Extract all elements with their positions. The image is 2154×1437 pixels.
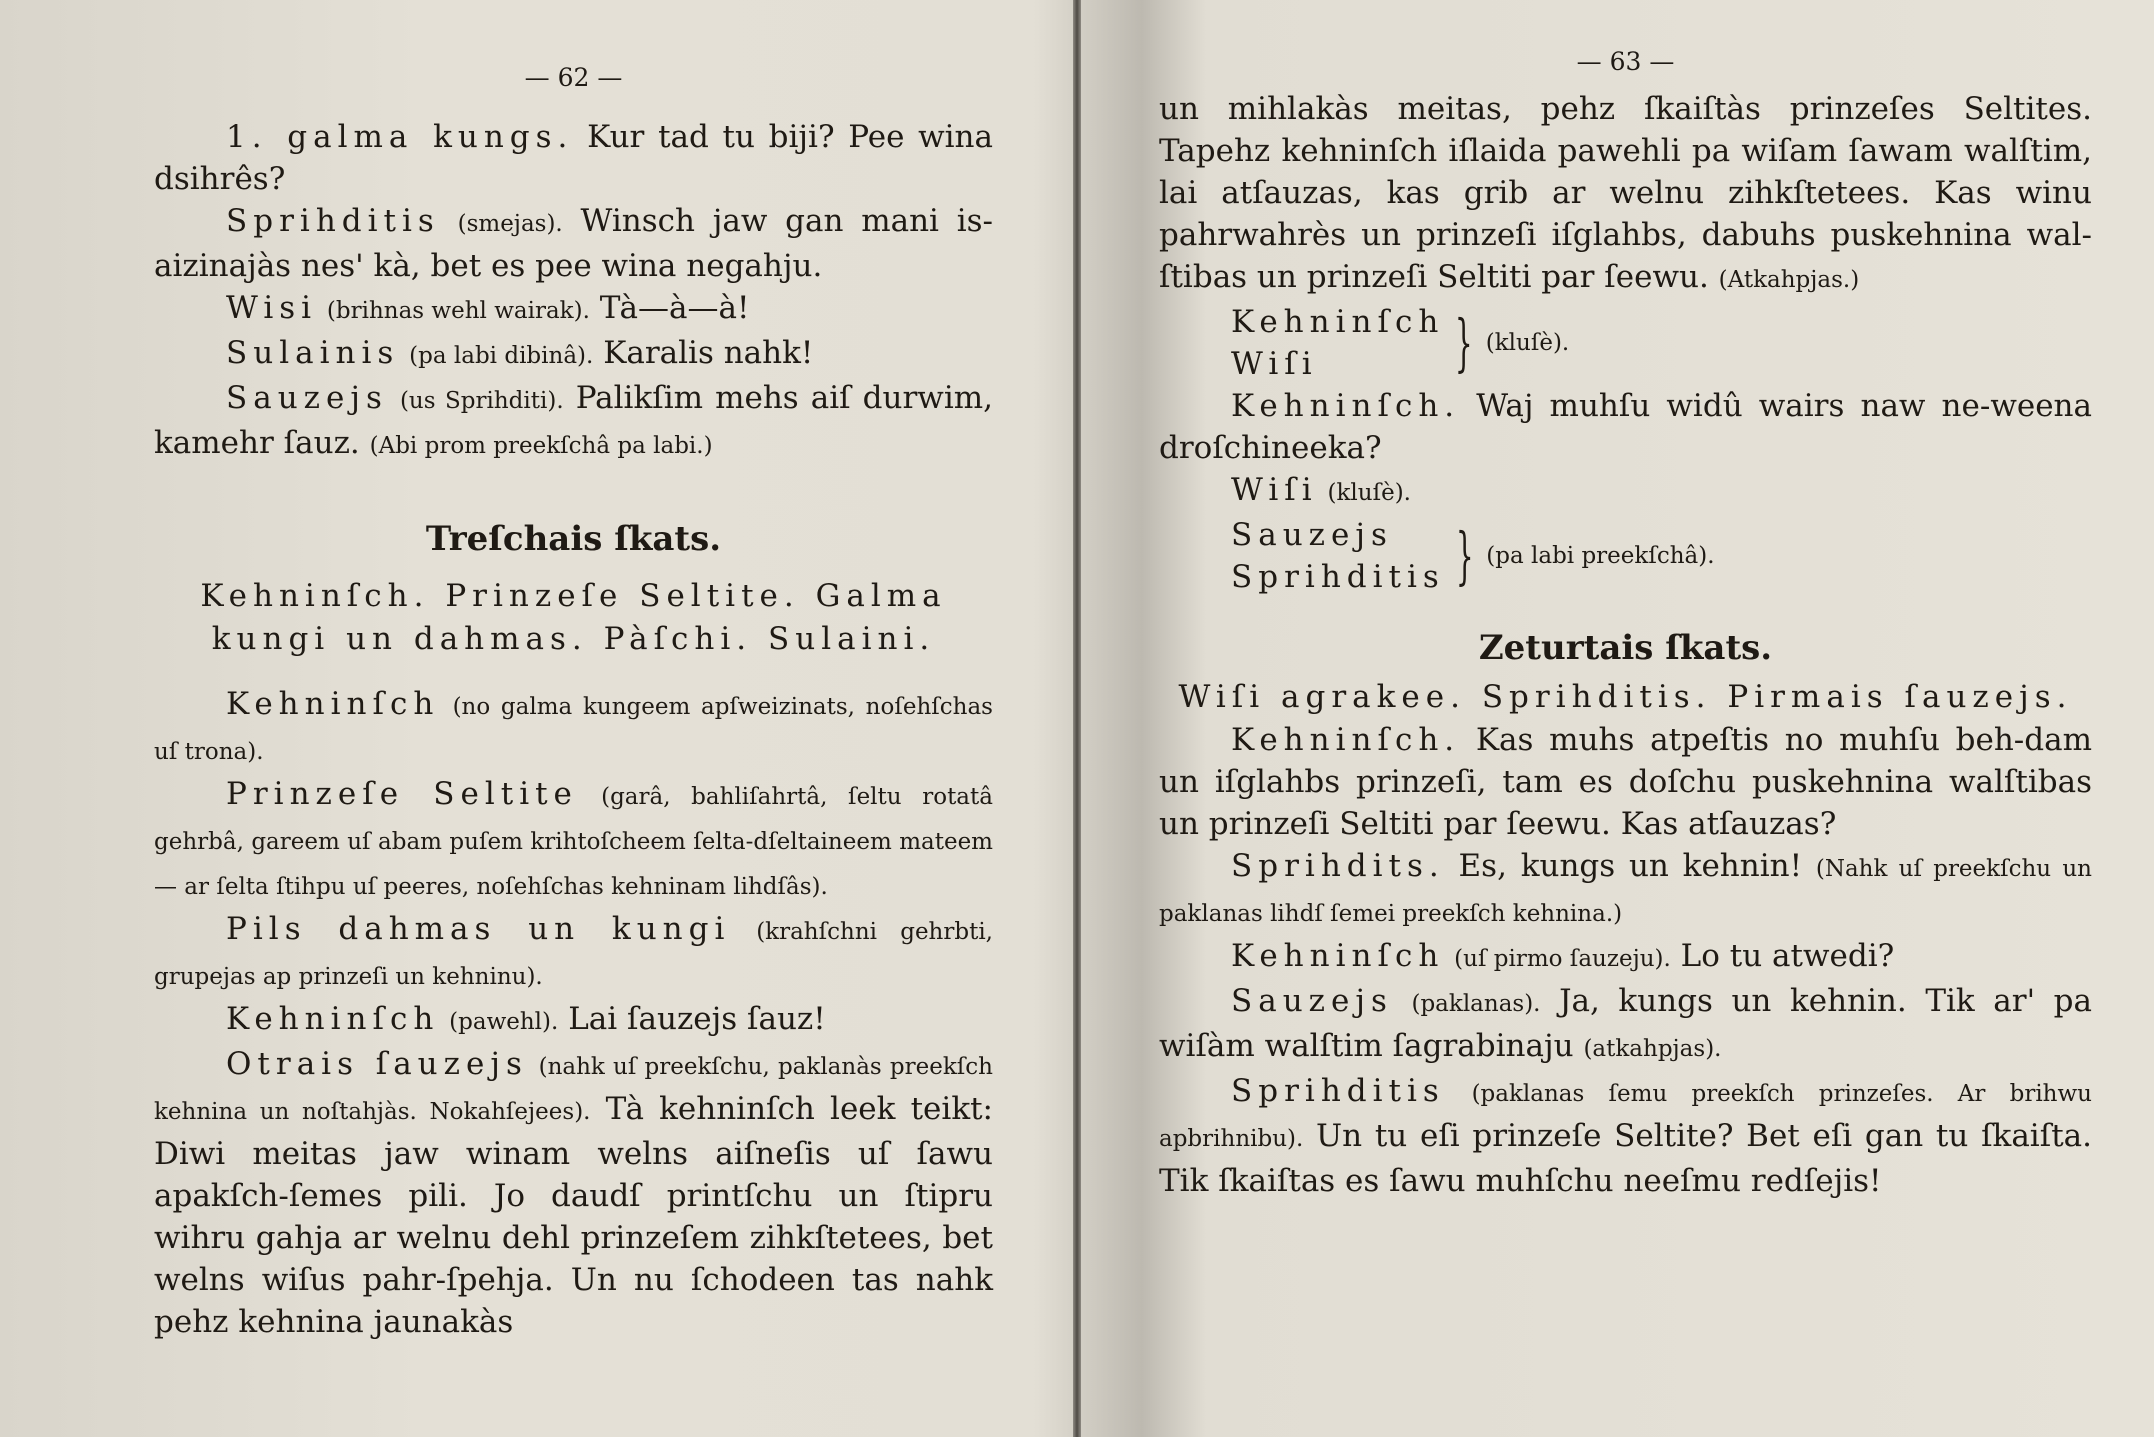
speaker: Kehninſch [1231, 304, 1445, 340]
dialogue-line [1159, 1070, 2092, 1202]
speaker: Sprihditis [226, 203, 440, 239]
speaker: Sulainis [226, 335, 400, 371]
speaker-group [1231, 514, 2092, 598]
speaker: Prinzeſe Seltite [226, 776, 578, 812]
stage-direction: (atkahpjas). [1583, 1036, 1722, 1062]
speaker: Kehninſch. [1231, 388, 1461, 424]
stage-direction: (pawehl). [449, 1009, 559, 1035]
speaker: Wiſi [1231, 346, 1318, 382]
cast-list: Wiſi agrakee. Sprihditis. Pirmais ſauzejs. [1178, 679, 2073, 715]
speaker: Wisi [226, 290, 318, 326]
book-gutter [1073, 0, 1081, 1437]
dialogue-line [154, 1043, 993, 1343]
stage-direction: (uſ pirmo ſauzeju). [1454, 946, 1671, 972]
left-page [0, 0, 1073, 1437]
speaker: Otrais ſauzejs [226, 1046, 528, 1082]
dialogue-line [154, 773, 993, 908]
stage-direction: (brihnas wehl wairak). [326, 298, 590, 324]
spoken-text: Karalis nahk! [603, 335, 814, 371]
spoken-text: Es, kungs un kehnin! [1458, 848, 1803, 884]
spoken-text: Tà kehninſch leek teikt: Diwi meitas jaw winam welns aiſneſis uſ ſawu apakſch-ſemes pili. Jo daudſ printſchu un ſtipru wihru gahja ar welnu dehl prinzeſem zihkſtetees, bet welns wiſus pahr-ſpehja. Un nu ſchodeen tas nahk pehz kehnina jaunakàs [154, 1091, 994, 1340]
stage-direction: (pa labi preekſchâ). [1486, 543, 1715, 569]
speaker: Sauzejs [1231, 517, 1393, 553]
speaker: Sprihditis [1231, 559, 1445, 595]
dialogue-line [154, 332, 993, 377]
stage-direction: (pa labi dibinâ). [409, 343, 594, 369]
stage-direction: (smejas). [457, 211, 563, 237]
stage-direction: (nahk uſ preekſchu, paklanàs preekſch kehnina un noſtahjàs. Nokahſejees). [154, 1054, 993, 1125]
stage-direction: (kluſè). [1485, 330, 1570, 356]
dialogue-line [1159, 980, 2092, 1070]
page-number: — 62 — [524, 63, 623, 92]
stage-direction: (paklanas). [1411, 991, 1541, 1017]
scene-title: Treſchais ſkats. [425, 519, 722, 559]
speaker: Sprihditis [1231, 1073, 1445, 1109]
spoken-text: Winsch jaw gan mani is-aizinajàs nes' kà, bet es pee wina negahju. [154, 203, 994, 284]
dialogue-line [1159, 935, 2092, 980]
speaker: Pils dahmas un kungi [226, 911, 731, 947]
spoken-text: Kur tad tu biji? Pee wina dsihrês? [154, 119, 993, 197]
stage-direction: (us Sprihditi). [399, 388, 564, 414]
stage-direction: (krahſchni gehrbti, grupejas ap prinzeſi un kehninu). [154, 919, 993, 990]
speaker: Kehninſch [226, 1001, 440, 1037]
dialogue-line [1159, 719, 2092, 845]
stage-direction: (no galma kungeem apſweizinats, noſehſchas uſ trona). [154, 694, 993, 765]
dialogue-line [1159, 385, 2092, 469]
dialogue-line [154, 287, 993, 332]
stage-direction: (Abi prom preekſchâ pa labi.) [369, 433, 713, 459]
stage-direction: (kluſè). [1327, 480, 1411, 506]
spoken-text: Un tu eſi prinzeſe Seltite? Bet eſi gan tu ſkaiſta. Tik ſkaiſtas es ſawu muhſchu neeſmu redſejis! [1159, 1118, 2092, 1199]
stage-direction: (garâ, bahliſahrtâ, ſeltu rotatâ gehrbâ, gareem uſ abam puſem krihtoſcheem ſelta-dſeltaineem mateem — ar ſelta ſtihpu uſ peeres, noſehſchas kehninam lihdſâs). [154, 784, 993, 900]
stage-direction: (paklanas ſemu preekſch prinzeſes. Ar brihwu apbrihnibu). [1159, 1081, 2092, 1152]
stage-direction: (Atkahpjas.) [1718, 267, 1860, 293]
spoken-text: un mihlakàs meitas, pehz ſkaiſtàs prinzeſes Seltites. Tapehz kehninſch iſlaida pawehli pa wiſam ſawam walſtim, lai atſauzas, kas grib ar welnu zihkſtetees. Kas winu pahrwahrès un prinzeſi iſglahbs, dabuhs puskehnina wal-ſtibas un prinzeſi Seltiti par ſeewu. [1159, 91, 2092, 295]
spoken-text: Ja, kungs un kehnin. Tik ar' pa wiſàm walſtim ſagrabinaju [1159, 983, 2092, 1064]
dialogue-line [154, 908, 993, 998]
dialogue-line [1159, 469, 2092, 514]
speaker: Kehninſch. [1231, 722, 1461, 758]
page-number: — 63 — [1576, 47, 1675, 76]
spoken-text: Lo tu atwedi? [1680, 938, 1895, 974]
scene-title: Zeturtais ſkats. [1478, 628, 1773, 668]
cast-list: Kehninſch. Prinzeſe Seltite. Galma kungi un dahmas. Pàſchi. Sulaini. [200, 578, 947, 657]
speaker: Kehninſch [226, 686, 440, 722]
dialogue-line [154, 377, 993, 467]
speaker-group [1231, 301, 2092, 385]
spoken-text: Lai ſauzejs ſauz! [568, 1001, 826, 1037]
dialogue-continuation [1159, 88, 2092, 301]
speaker: Sauzejs [226, 380, 388, 416]
dialogue-line [154, 116, 993, 200]
speaker: Sauzejs [1231, 983, 1393, 1019]
dialogue-line [154, 683, 993, 773]
spoken-text: Kas muhs atpeſtis no muhſu beh-dam un iſglahbs prinzeſi, tam es doſchu puskehnina walſtibas un prinzeſi Seltiti par ſeewu. Kas atſauzas? [1159, 722, 2093, 842]
spoken-text: Tà—à—à! [599, 290, 750, 326]
brace-icon: } [1455, 306, 1473, 379]
dialogue-line [1159, 845, 2092, 935]
speaker: Wiſi [1231, 472, 1318, 508]
stage-direction: (Nahk uſ preekſchu un paklanas lihdſ ſemei preekſch kehnina.) [1159, 856, 2092, 927]
speaker: 1. galma kungs. [226, 119, 574, 155]
dialogue-line [154, 998, 993, 1043]
speaker: Sprihdits. [1231, 848, 1445, 884]
spoken-text: Waj muhſu widû wairs naw ne-weena droſchineeka? [1159, 388, 2092, 466]
spoken-text: Palikſim mehs aiſ durwim, kamehr ſauz. [154, 380, 993, 461]
right-page [1081, 0, 2154, 1437]
speaker: Kehninſch [1231, 938, 1445, 974]
dialogue-line [154, 200, 993, 287]
brace-icon: } [1455, 519, 1474, 592]
